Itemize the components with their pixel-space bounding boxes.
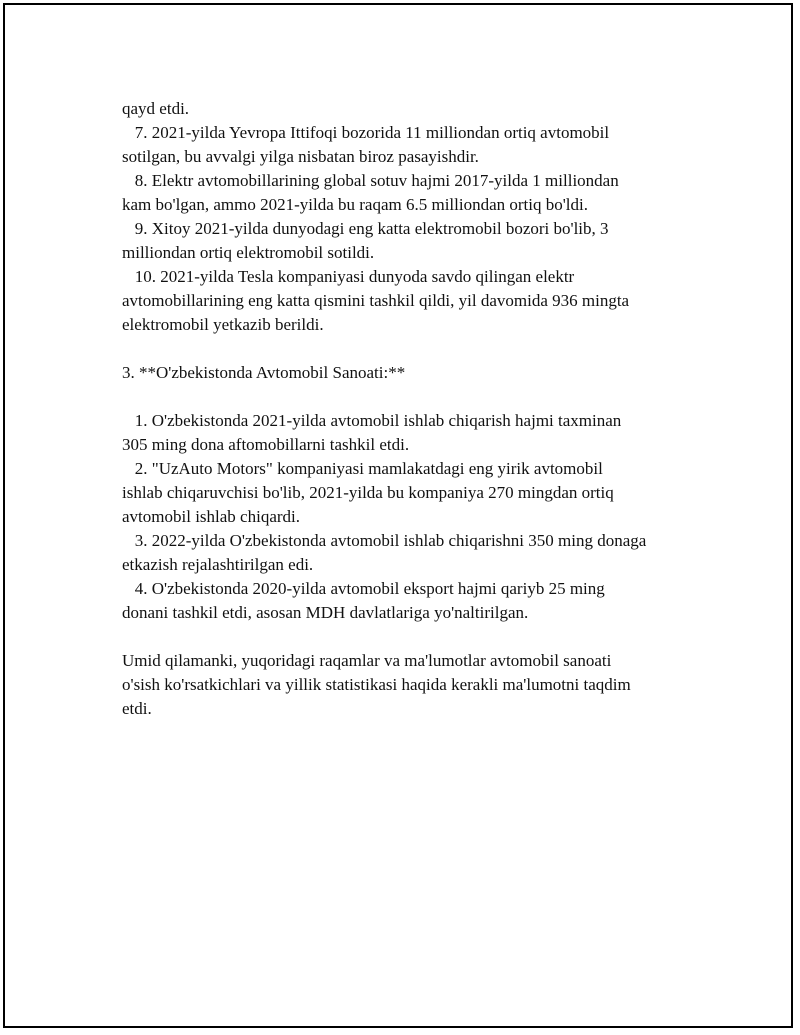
text-line: Umid qilamanki, yuqoridagi raqamlar va ma'lumotlar avtomobil sanoati [122,651,612,670]
paragraph [122,121,697,169]
text-line: ishlab chiqaruvchisi bo'lib, 2021-yilda bu kompaniya 270 mingdan ortiq [122,483,614,502]
paragraph [122,97,697,121]
text-line: sotilgan, bu avvalgi yilga nisbatan biroz pasayishdir. [122,147,479,166]
text-line: 2. "UzAuto Motors" kompaniyasi mamlakatdagi eng yirik avtomobil [122,459,603,478]
text-line: 9. Xitoy 2021-yilda dunyodagi eng katta elektromobil bozori bo'lib, 3 [122,219,609,238]
text-line: kam bo'lgan, ammo 2021-yilda bu raqam 6.5 milliondan ortiq bo'ldi. [122,195,588,214]
text-line: 7. 2021-yilda Yevropa Ittifoqi bozorida 11 milliondan ortiq avtomobil [122,123,610,142]
document-body [122,97,697,721]
paragraph [122,361,697,385]
text-line: 3. 2022-yilda O'zbekistonda avtomobil ishlab chiqarishni 350 ming donaga [122,531,647,550]
text-line: qayd etdi. [122,99,190,118]
paragraph [122,529,697,577]
text-line: milliondan ortiq elektromobil sotildi. [122,243,375,262]
blank-line [122,337,697,361]
paragraph [122,217,697,265]
text-line: 305 ming dona aftomobillarni tashkil etdi. [122,435,410,454]
text-line: 10. 2021-yilda Tesla kompaniyasi dunyoda savdo qilingan elektr [122,267,575,286]
text-line: 4. O'zbekistonda 2020-yilda avtomobil eksport hajmi qariyb 25 ming [122,579,605,598]
blank-line [122,385,697,409]
page-frame [3,3,793,1028]
paragraph [122,409,697,457]
paragraph [122,169,697,217]
text-line: o'sish ko'rsatkichlari va yillik statistikasi haqida kerakli ma'lumotni taqdim [122,675,631,694]
text-line: avtomobil ishlab chiqardi. [122,507,300,526]
text-line: 1. O'zbekistonda 2021-yilda avtomobil ishlab chiqarish hajmi taxminan [122,411,622,430]
text-line: avtomobillarining eng katta qismini tashkil qildi, yil davomida 936 mingta [122,291,630,310]
blank-line [122,625,697,649]
text-line: 8. Elektr avtomobillarining global sotuv hajmi 2017-yilda 1 milliondan [122,171,619,190]
text-line: etdi. [122,699,152,718]
text-line: elektromobil yetkazib berildi. [122,315,324,334]
paragraph [122,649,697,721]
text-line: donani tashkil etdi, asosan MDH davlatlariga yo'naltirilgan. [122,603,529,622]
text-line: 3. **O'zbekistonda Avtomobil Sanoati:** [122,363,406,382]
paragraph [122,265,697,337]
text-line: etkazish rejalashtirilgan edi. [122,555,314,574]
paragraph [122,577,697,625]
paragraph [122,457,697,529]
